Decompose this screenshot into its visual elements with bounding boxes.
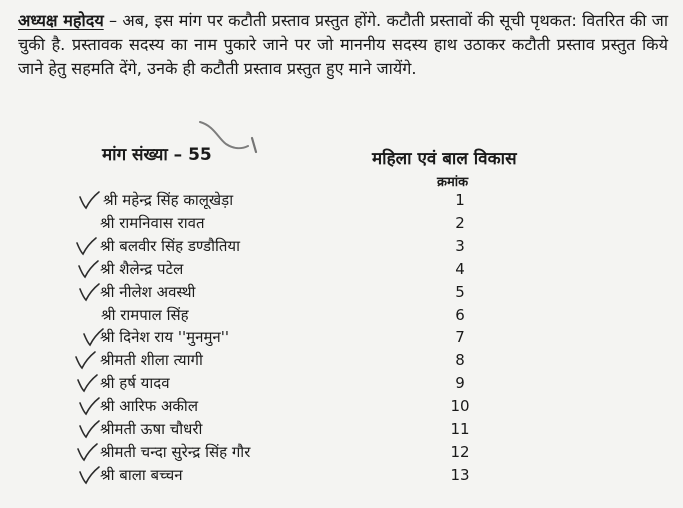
member-name: श्री नीलेश अवस्थी [100,282,196,301]
member-serial: 2 [455,213,465,232]
intro-text: – अब, इस मांग पर कटौती प्रस्ताव प्रस्तुत होंगे. कटौती प्रस्तावों की सूची पृथकत: वितरित की जा चुकी है. प्रस्तावक सदस्य का नाम पुकारे जाने पर जो माननीय सदस्य हाथ उठाकर कटौती प्रस्ताव प्रस्तुत किये जाने हेतु सहमति देंगे, उनके ही कटौती प्रस्ताव प्रस्तुत हुए माने जायेंगे. [18,11,669,78]
member-row [0,418,683,441]
tick-mark-icon [78,464,100,486]
member-name: श्रीमती शीला त्यागी [100,351,203,370]
member-row [0,235,683,258]
member-serial: 11 [450,420,470,438]
member-serial: 12 [450,442,470,461]
member-row [0,304,683,327]
member-name: श्रीमती चन्दा सुरेन्द्र सिंह गौर [100,442,251,461]
member-serial: 1 [455,191,465,209]
member-serial: 13 [450,465,470,484]
member-name: श्री शैलेन्द्र पटेल [100,259,184,278]
member-row [0,372,683,395]
member-row [0,281,683,304]
member-serial: 5 [455,282,465,301]
member-row [0,464,683,487]
intro-paragraph [18,9,668,81]
member-row [0,212,683,235]
member-name: श्री महेन्द्र सिंह कालूखेड़ा [103,191,234,209]
member-row [0,258,683,281]
member-serial: 6 [455,305,465,324]
member-name: श्री रामनिवास रावत [100,213,205,232]
member-name: श्रीमती ऊषा चौधरी [100,420,203,438]
demand-number-heading: मांग संख्या – 55 [102,145,212,165]
member-serial: 4 [455,259,465,278]
member-row [0,189,683,212]
tick-mark-icon [78,281,100,303]
tick-mark-icon [78,418,100,440]
member-serial: 8 [455,351,465,370]
serial-column-header: क्रमांक [437,175,469,190]
member-name: श्री आरिफ अकील [100,397,198,416]
member-serial: 9 [455,374,465,393]
member-serial: 7 [455,328,465,347]
department-heading: महिला एवं बाल विकास [372,149,517,169]
tick-mark-icon [75,235,97,257]
member-serial: 10 [450,397,470,416]
member-name: श्री हर्ष यादव [100,374,170,393]
tick-mark-icon [78,189,100,211]
tick-mark-icon [77,258,99,280]
member-row [0,326,683,349]
tick-mark-icon [78,395,100,417]
member-name: श्री बाला बच्चन [100,465,183,484]
member-name: श्री दिनेश राय ''मुनमुन'' [100,328,229,347]
tick-mark-icon [82,326,104,348]
member-name: श्री रामपाल सिंह [101,305,189,324]
speaker-label: अध्यक्ष महोदय [18,11,104,30]
member-row [0,441,683,464]
pen-scribble-icon [196,116,266,156]
member-row [0,349,683,372]
member-row [0,395,683,418]
member-serial: 3 [455,236,465,255]
member-name: श्री बलवीर सिंह डण्डौतिया [100,236,240,255]
tick-mark-icon [76,441,98,463]
tick-mark-icon [74,349,96,371]
tick-mark-icon [76,372,98,394]
